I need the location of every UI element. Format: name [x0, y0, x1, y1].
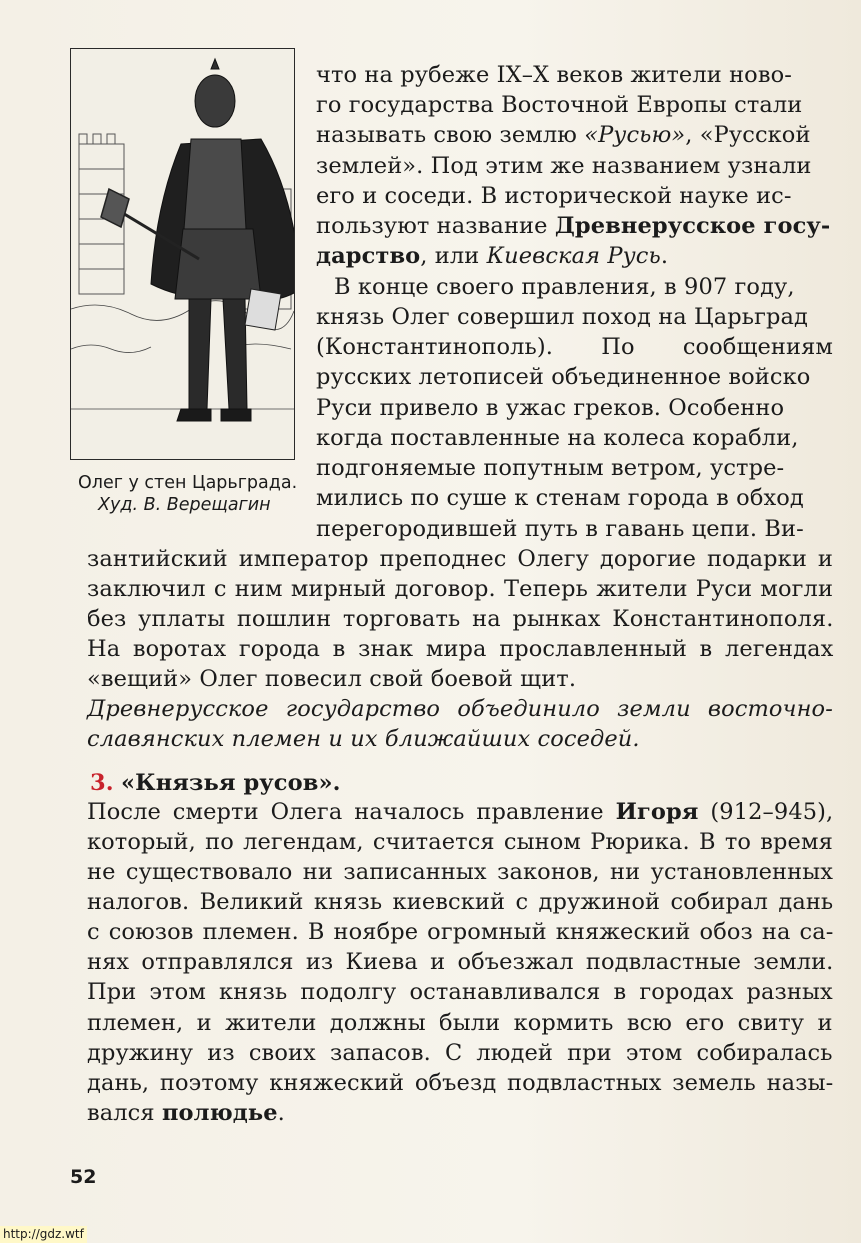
text-line: с союзов племен. В ноябре огромный княжеский обоз на са-	[87, 919, 834, 945]
section-heading: 3. «Князья русов».	[90, 770, 341, 796]
text-line: что на рубеже IX–X веков жители ново-	[316, 62, 792, 88]
text-line: дань, поэтому княжеский объезд подвластных земель назы-	[87, 1070, 834, 1096]
text-line: го государства Восточной Европы стали	[316, 92, 803, 118]
conclusion-line: славянских племен и их ближайших соседей.	[87, 726, 640, 752]
text-line: налогов. Великий князь киевский с дружиной собирал дань	[87, 889, 834, 915]
text-line: называть свою землю «Русью», «Русской	[316, 122, 811, 148]
text-line: который, по легендам, считается сыном Рюрика. В то время	[87, 829, 833, 855]
text-line: землей». Под этим же названием узнали	[316, 153, 812, 179]
text-line: князь Олег совершил поход на Царьград	[316, 304, 809, 330]
text-line: мились по суше к стенам города в обход	[316, 485, 804, 511]
text-line: нях отправлялся из Киева и объезжал подвластные земли.	[87, 949, 834, 975]
text-line: пользуют название Древнерусское госу-	[316, 213, 831, 239]
text-line: Руси привело в ужас греков. Особенно	[316, 395, 785, 421]
text-line: племен, и жители должны были кормить всю его свиту и	[87, 1010, 833, 1036]
text-line: его и соседи. В исторической науке ис-	[316, 183, 792, 209]
text-line: При этом князь подолгу останавливался в городах разных	[87, 979, 833, 1005]
figure-author: Худ. В. Верещагин	[98, 495, 271, 515]
page-number: 52	[70, 1166, 97, 1188]
text-line: дружину из своих запасов. С людей при этом собиралась	[87, 1040, 833, 1066]
illustration-oleg	[70, 48, 295, 460]
text-line: зантийский император преподнес Олегу дорогие подарки и	[87, 546, 833, 572]
text-line: «вещий» Олег повесил свой боевой щит.	[87, 666, 577, 692]
text-line: без уплаты пошлин торговать на рынках Константинополя.	[87, 606, 834, 632]
text-line: вался полюдье.	[87, 1100, 285, 1126]
text-line: не существовало ни записанных законов, ни установленных	[87, 859, 834, 885]
text-line: заключил с ним мирный договор. Теперь жители Руси могли	[87, 576, 834, 602]
warrior-illustration	[71, 49, 294, 459]
figure-caption: Олег у стен Царьграда.	[78, 473, 298, 493]
conclusion-line: Древнерусское государство объединило земли восточно-	[87, 696, 833, 722]
text-line: (Константинополь). По сообщениям	[316, 334, 833, 360]
text-line: русских летописей объединенное войско	[316, 364, 811, 390]
text-line: В конце своего правления, в 907 году,	[334, 274, 795, 300]
text-line: дарство, или Киевская Русь.	[316, 243, 669, 269]
site-label[interactable]: http://gdz.wtf	[0, 1226, 87, 1243]
text-line: когда поставленные на колеса корабли,	[316, 425, 799, 451]
text-line: На воротах города в знак мира прославленный в легендах	[87, 636, 834, 662]
text-line: После смерти Олега началось правление Игоря (912–945),	[87, 799, 834, 825]
text-line: подгоняемые попутным ветром, устре-	[316, 455, 785, 481]
text-line: перегородившей путь в гавань цепи. Ви-	[316, 516, 804, 542]
